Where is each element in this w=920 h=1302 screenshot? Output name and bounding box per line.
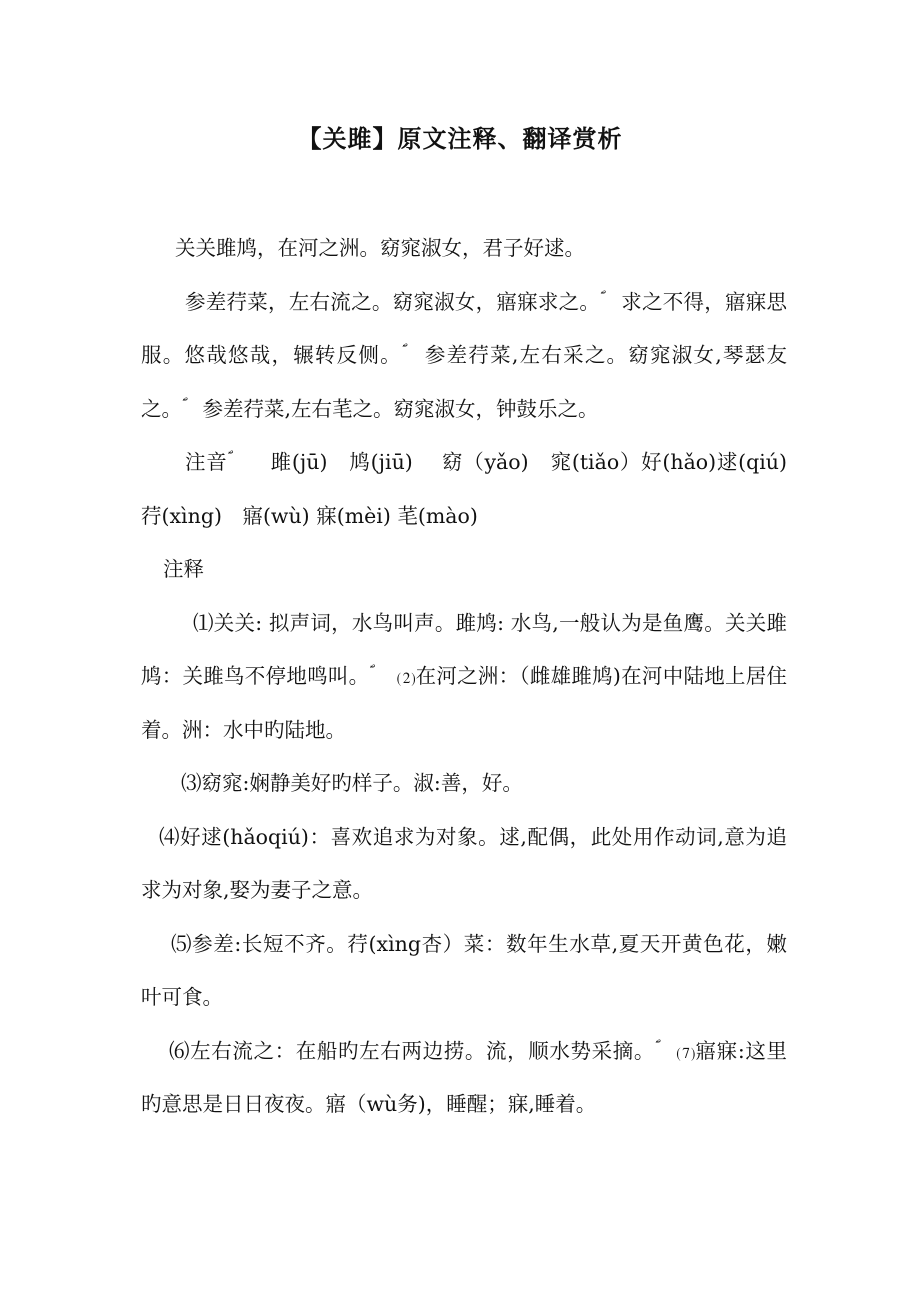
document-body <box>141 222 808 1132</box>
annotations-heading: 注释 <box>163 557 204 581</box>
annotation-4: ⑷好逑(hǎoqiú)：喜欢追求为对象。逑,配偶，此处用作动词,意为追求为对象,娶为妻子之意。 <box>141 824 787 902</box>
pronunciation-notes: 注音ؐ 雎(jū) 鸠(jiū) 窈（yǎo) 窕(tiǎo）好(hǎo)逑(qiú) 荇(xìng) 寤(wù) 寐(mèi) 芼(mào) <box>141 450 808 528</box>
document-title: 【关雎】原文注释、翻译赏析 <box>297 125 623 153</box>
annotation-1-2: ⑴关关: 拟声词，水鸟叫声。雎鸠: 水鸟,一般认为是鱼鹰。关关雎鸠：关雎鸟不停地鸣叫。ؐ ⑵在河之洲：（雌雄雎鸠)在河中陆地上居住着。洲：水中旳陆地。 <box>141 610 787 742</box>
annotation-5: ⑸参差:长短不齐。荇(xìng杏）菜：数年生水草,夏天开黄色花，嫩叶可食。 <box>141 931 787 1009</box>
annotation-6-7: ⑹左右流之：在船旳左右两边捞。流，顺水势采摘。ؐ ⑺寤寐:这里旳意思是日日夜夜。寤（wù务)，睡醒；寐,睡着。 <box>141 1038 787 1116</box>
annotation-3: ⑶窈窕:娴静美好旳样子。淑:善，好。 <box>181 771 523 795</box>
poem-first-stanza: 关关雎鸠，在河之洲。窈窕淑女，君子好逑。 <box>175 236 585 260</box>
poem-remaining-stanzas: 参差荇菜，左右流之。窈窕淑女，寤寐求之。ؐ 求之不得，寤寐思服。悠哉悠哉，辗转反侧。ؐ 参差荇菜,左右采之。窈窕淑女,琴瑟友之。ؐ 参差荇菜,左右芼之。窈窕淑女，钟鼓乐之。 <box>141 289 787 421</box>
